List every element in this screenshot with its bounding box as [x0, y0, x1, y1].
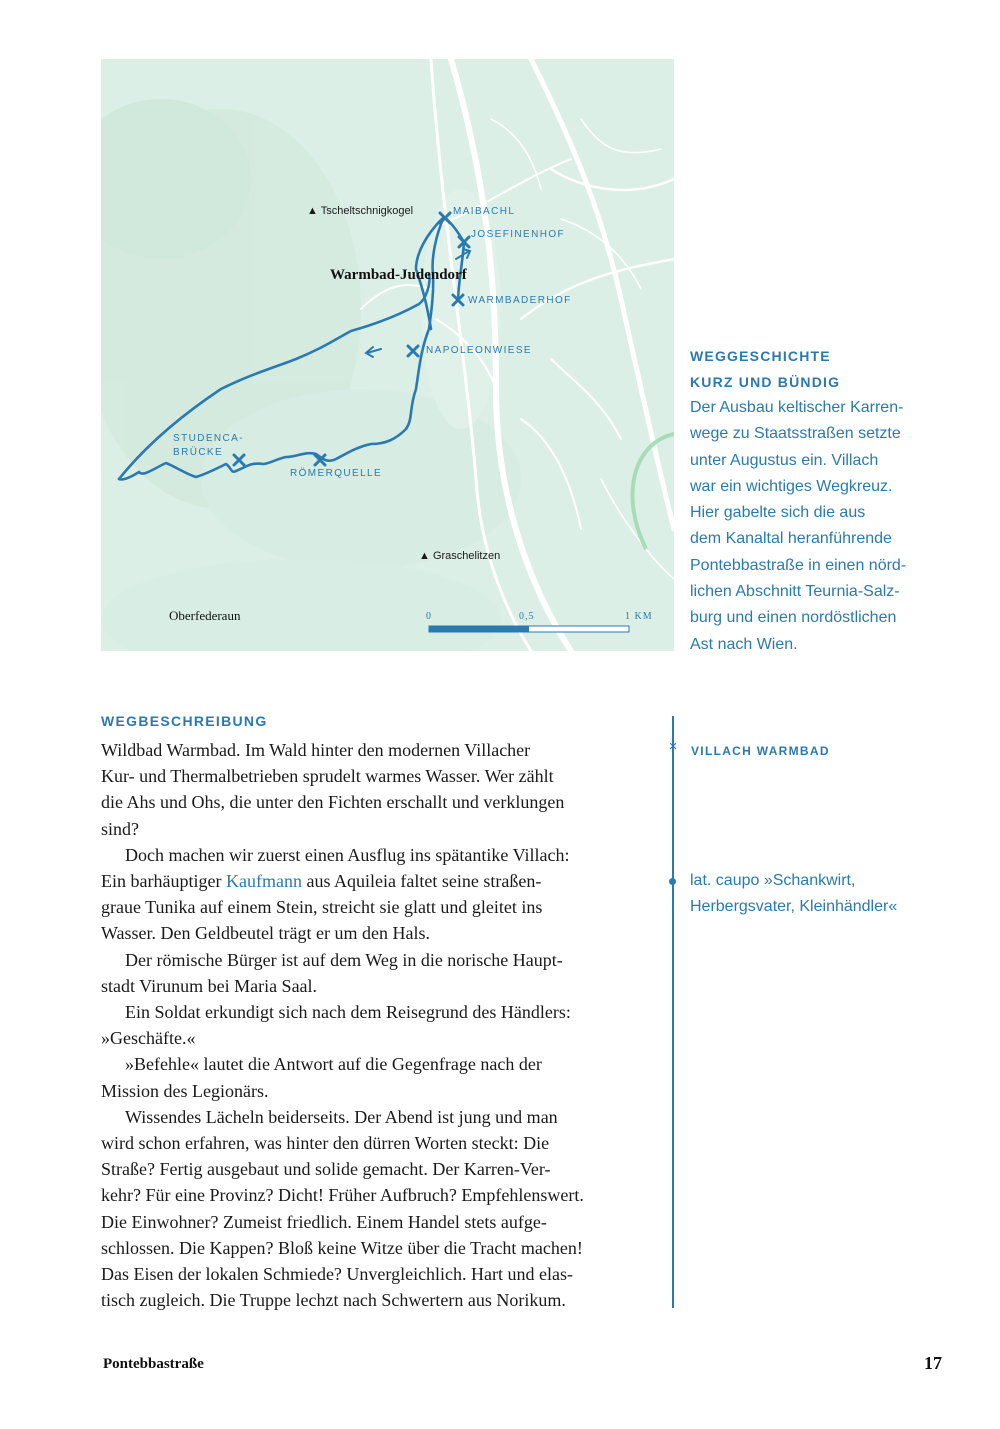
- scale-bar: [429, 626, 629, 632]
- text-line: [101, 868, 661, 894]
- text-line: Die Einwohner? Zumeist friedlich. Einem Handel stets aufge-: [101, 1211, 547, 1232]
- cross-icon: ×: [668, 738, 678, 755]
- town-label: Warmbad-Judendorf: [330, 267, 467, 283]
- text-line: die Ahs und Ohs, die unter den Fichten erschallt und verklungen: [101, 792, 565, 813]
- place-label: Oberfederaun: [169, 608, 241, 623]
- sidebar-line: wege zu Staatsstraßen setzte: [690, 425, 901, 443]
- text-line: »Befehle« lautet die Antwort auf die Gegenfrage nach der: [125, 1054, 542, 1075]
- sidebar-body: [690, 395, 960, 658]
- bullet-dot-icon: [669, 878, 676, 885]
- scale-label-zero: 0: [426, 611, 432, 622]
- peak-label-tscheltschnigkogel: ▲ Tscheltschnigkogel: [307, 205, 414, 217]
- margin-note: [690, 868, 960, 920]
- sidebar-line: dem Kanaltal heranführende: [690, 530, 892, 548]
- sidebar-line: burg und einen nordöstlichen: [690, 609, 897, 627]
- text-line: Doch machen wir zuerst einen Ausflug ins spätantike Villach:: [125, 844, 570, 865]
- poi-label-studenca-line2: BRÜCKE: [173, 447, 224, 458]
- text-line: Straße? Fertig ausgebaut und solide gemacht. Der Karren-Ver-: [101, 1159, 551, 1180]
- sidebar-line: war ein wichtiges Wegkreuz.: [690, 477, 893, 495]
- text-line: graue Tunika auf einem Stein, streicht sie glatt und gleitet ins: [101, 897, 543, 918]
- location-label: VILLACH WARMBAD: [691, 744, 830, 758]
- paragraph-4: [101, 999, 661, 1051]
- text-line: schlossen. Die Kappen? Bloß keine Witze über die Tracht machen!: [101, 1237, 583, 1258]
- sidebar-heading-2: KURZ UND BÜNDIG: [690, 374, 841, 390]
- poi-label-josefinenhof: JOSEFINENHOF: [471, 229, 566, 240]
- sidebar-heading-1: WEGGESCHICHTE: [690, 348, 831, 364]
- text-line: Mission des Legionärs.: [101, 1080, 269, 1101]
- text-line: Wissendes Lächeln beiderseits. Der Abend ist jung und man: [125, 1106, 558, 1127]
- poi-label-roemerquelle: RÖMERQUELLE: [290, 468, 383, 479]
- paragraph-2: [101, 842, 661, 947]
- text-line: tisch zugleich. Die Truppe lechzt nach Schwertern aus Norikum.: [101, 1290, 566, 1311]
- text-line: Wasser. Den Geldbeutel trägt er um den Hals.: [101, 923, 430, 944]
- sidebar-line: Ast nach Wien.: [690, 635, 798, 653]
- text-line: stadt Virunum bei Maria Saal.: [101, 975, 318, 996]
- text-span: aus Aquileia faltet seine straßen-: [301, 871, 542, 892]
- route-map: [101, 59, 674, 651]
- page-number: 17: [924, 1353, 942, 1373]
- text-line: Der römische Bürger ist auf dem Weg in die norische Haupt-: [125, 949, 563, 970]
- terrain-shading: [101, 99, 521, 651]
- peak-label-graschelitzen: ▲ Graschelitzen: [419, 550, 501, 562]
- sidebar-line: Der Ausbau keltischer Karren-: [690, 399, 904, 416]
- description-body: [101, 737, 661, 1313]
- sidebar-line: unter Augustus ein. Villach: [690, 451, 879, 469]
- map-graphic: [101, 59, 674, 651]
- text-line: sind?: [101, 818, 139, 839]
- paragraph-5: [101, 1051, 661, 1103]
- poi-label-warmbaderhof: WARMBADERHOF: [468, 295, 572, 306]
- text-line: Kur- und Thermalbetrieben sprudelt warmes Wasser. Wer zählt: [101, 766, 554, 787]
- text-line: »Geschäfte.«: [101, 1028, 196, 1049]
- note-line: Herbergsvater, Kleinhändler«: [690, 898, 898, 915]
- sidebar-line: Hier gabelte sich die aus: [690, 504, 866, 522]
- margin-rule: [672, 716, 674, 1308]
- text-line: Das Eisen der lokalen Schmiede? Unvergleichlich. Hart und elas-: [101, 1264, 574, 1285]
- text-line: Wildbad Warmbad. Im Wald hinter den modernen Villacher: [101, 740, 531, 760]
- scale-label-one-km: 1 KM: [625, 611, 653, 622]
- scale-label-half: 0,5: [519, 611, 535, 622]
- paragraph-1: [101, 737, 661, 842]
- history-sidebar: [690, 343, 960, 658]
- paragraph-3: [101, 947, 661, 999]
- highlight-term: Kaufmann: [225, 871, 302, 892]
- note-line: lat. caupo »Schankwirt,: [690, 872, 856, 889]
- text-line: kehr? Für eine Provinz? Dicht! Früher Aufbruch? Empfehlenswert.: [101, 1185, 584, 1206]
- poi-label-studenca-line1: STUDENCA-: [173, 433, 244, 444]
- sidebar-line: lichen Abschnitt Teurnia-Salz-: [690, 583, 900, 601]
- description-heading: WEGBESCHREIBUNG: [101, 713, 268, 729]
- paragraph-6: [101, 1104, 661, 1314]
- footer-chapter-title: Pontebbastraße: [103, 1356, 204, 1372]
- poi-label-napoleonwiese: NAPOLEONWIESE: [426, 345, 532, 356]
- text-line: Ein Soldat erkundigt sich nach dem Reisegrund des Händlers:: [125, 1002, 571, 1023]
- sidebar-line: Pontebbastraße in einen nörd-: [690, 556, 907, 574]
- poi-label-maibachl: MAIBACHL: [453, 206, 516, 217]
- text-span: Ein barhäuptiger: [101, 871, 226, 892]
- text-line: wird schon erfahren, was hinter den dürren Worten steckt: Die: [101, 1133, 550, 1154]
